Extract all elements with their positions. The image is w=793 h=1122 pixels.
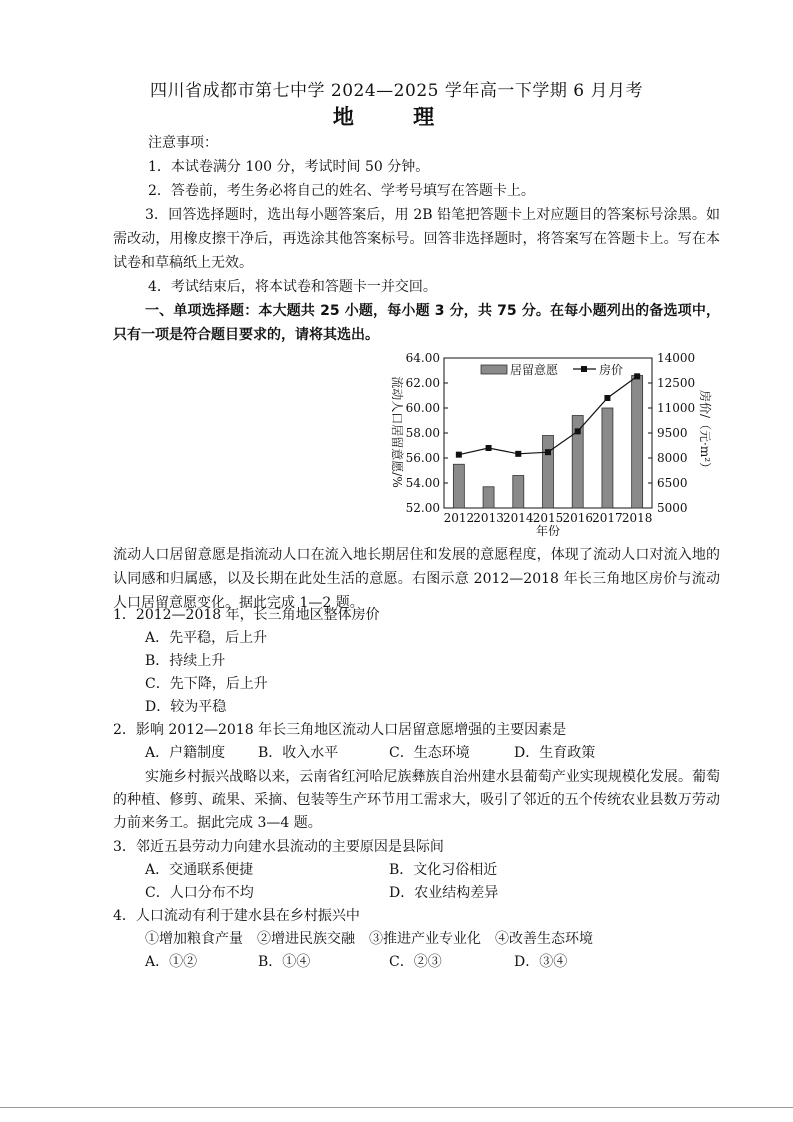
bar-retention [513,476,524,509]
subject-title: 地 理 [332,105,461,129]
q1-option-a[interactable]: A．先平稳，后上升 [145,630,268,646]
x-tick-label: 2018 [621,511,653,525]
bar-retention [602,408,613,508]
q4-option-b[interactable]: B．①④ [258,954,311,970]
q2-option-d[interactable]: D．生育政策 [514,745,596,761]
legend-line-marker [581,366,587,372]
x-tick-label: 2014 [503,511,534,525]
page-bottom-rule [0,1107,793,1108]
x-tick-label: 2012 [443,511,475,525]
x-tick-label: 2013 [473,511,504,525]
notice-item-3: 3．回答选择题时，选出每小题答案后，用 2B 铅笔把答题卡上对应题目的答案标号涂黑。如需改动，用橡皮擦干净后，再选涂其他答案标号。回答非选择题时，将答案写在答题卡上。写在本试卷和草稿纸上无效。 [113,207,720,271]
left-tick-label: 58.00 [405,426,440,440]
q4-statements: ①增加粮食产量 ②增进民族交融 ③推进产业专业化 ④改善生态环境 [145,931,593,947]
bar-retention [483,487,494,508]
question-3-stem: 3．邻近五县劳动力向建水县流动的主要原因是县际间 [113,839,444,855]
right-tick-label: 8000 [657,451,688,465]
passage-1: 流动人口居留意愿是指流动人口在流入地长期居住和发展的意愿程度，体现了流动人口对流入地的认同感和归属感，以及长期在此处生活的意愿。右图示意 2012—2018 年长三角地区房价与流动人口居留意愿变化。据此完成 1—2 题。 [113,547,720,611]
right-tick-label: 9500 [657,426,688,440]
question-1-stem: 1．2012—2018 年，长三角地区整体房价 [113,607,380,623]
y-axis-left-label: 流动人口居留意愿/% [390,376,404,488]
section-heading: 一、单项选择题：本大题共 25 小题，每小题 3 分，共 75 分。在每小题列出的备选项中，只有一项是符合题目要求的，请将其选出。 [113,303,720,343]
q3-option-a[interactable]: A．交通联系便捷 [145,862,254,878]
question-4-stem: 4．人口流动有利于建水县在乡村振兴中 [113,908,360,924]
point-price [604,395,610,401]
q4-option-a[interactable]: A．①② [145,954,198,970]
legend-bar-swatch [481,365,507,374]
passage-2: 实施乡村振兴战略以来，云南省红河哈尼族彝族自治州建水县葡萄产业实现规模化发展。葡萄的种植、修剪、疏果、采摘、包装等生产环节用工需求大，吸引了邻近的五个传统农业县数万劳动力前来务工。据此完成 3—4 题。 [113,769,720,831]
q1-option-c[interactable]: C．先下降，后上升 [145,676,268,692]
q2-option-c[interactable]: C．生态环境 [389,745,470,761]
q3-option-c[interactable]: C．人口分布不均 [145,885,254,901]
right-tick-label: 6500 [657,476,688,490]
legend-line-label: 房价 [599,363,624,377]
point-price [634,373,640,379]
left-tick-label: 62.00 [405,376,440,390]
q1-option-d[interactable]: D．较为平稳 [145,699,227,715]
q2-option-b[interactable]: B．收入水平 [258,745,339,761]
point-price [515,451,521,457]
right-tick-label: 11000 [657,401,696,415]
x-tick-label: 2015 [532,511,564,525]
notice-item-4: 4．考试结束后，将本试卷和答题卡一并交回。 [148,279,437,295]
left-tick-label: 54.00 [405,476,440,490]
notice-item-2: 2．答卷前，考生务必将自己的姓名、学考号填写在答题卡上。 [148,183,535,199]
price-retention-chart [368,346,713,541]
notice-item-1: 1．本试卷满分 100 分，考试时间 50 分钟。 [148,159,430,175]
x-tick-label: 2016 [562,511,593,525]
notice-heading: 注意事项： [148,135,218,151]
point-price [486,445,492,451]
x-tick-label: 2017 [592,511,623,525]
q4-option-d[interactable]: D．③④ [514,954,568,970]
left-tick-label: 56.00 [405,451,440,465]
q3-option-b[interactable]: B．文化习俗相近 [389,862,498,878]
right-tick-label: 14000 [657,351,696,365]
legend-bar-label: 居留意愿 [510,363,559,377]
left-tick-label: 52.00 [405,501,440,515]
q3-option-d[interactable]: D．农业结构差异 [389,885,499,901]
point-price [575,428,581,434]
right-tick-label: 5000 [657,501,688,515]
q4-option-c[interactable]: C．②③ [389,954,442,970]
left-tick-label: 60.00 [405,401,440,415]
left-tick-label: 64.00 [405,351,440,365]
bar-retention [453,464,464,508]
point-price [456,452,462,458]
question-2-stem: 2．影响 2012—2018 年长三角地区流动人口居留意愿增强的主要因素是 [113,722,567,738]
bar-retention [543,436,554,509]
exam-title: 四川省成都市第七中学 2024—2025 学年高一下学期 6 月月考 [150,81,643,101]
y-axis-right-label: 房价/（元·m²） [698,389,712,475]
q1-option-b[interactable]: B．持续上升 [145,653,226,669]
point-price [545,449,551,455]
x-axis-label: 年份 [535,524,561,538]
right-tick-label: 12500 [657,376,696,390]
q2-option-a[interactable]: A．户籍制度 [145,745,226,761]
bar-retention [632,376,643,509]
